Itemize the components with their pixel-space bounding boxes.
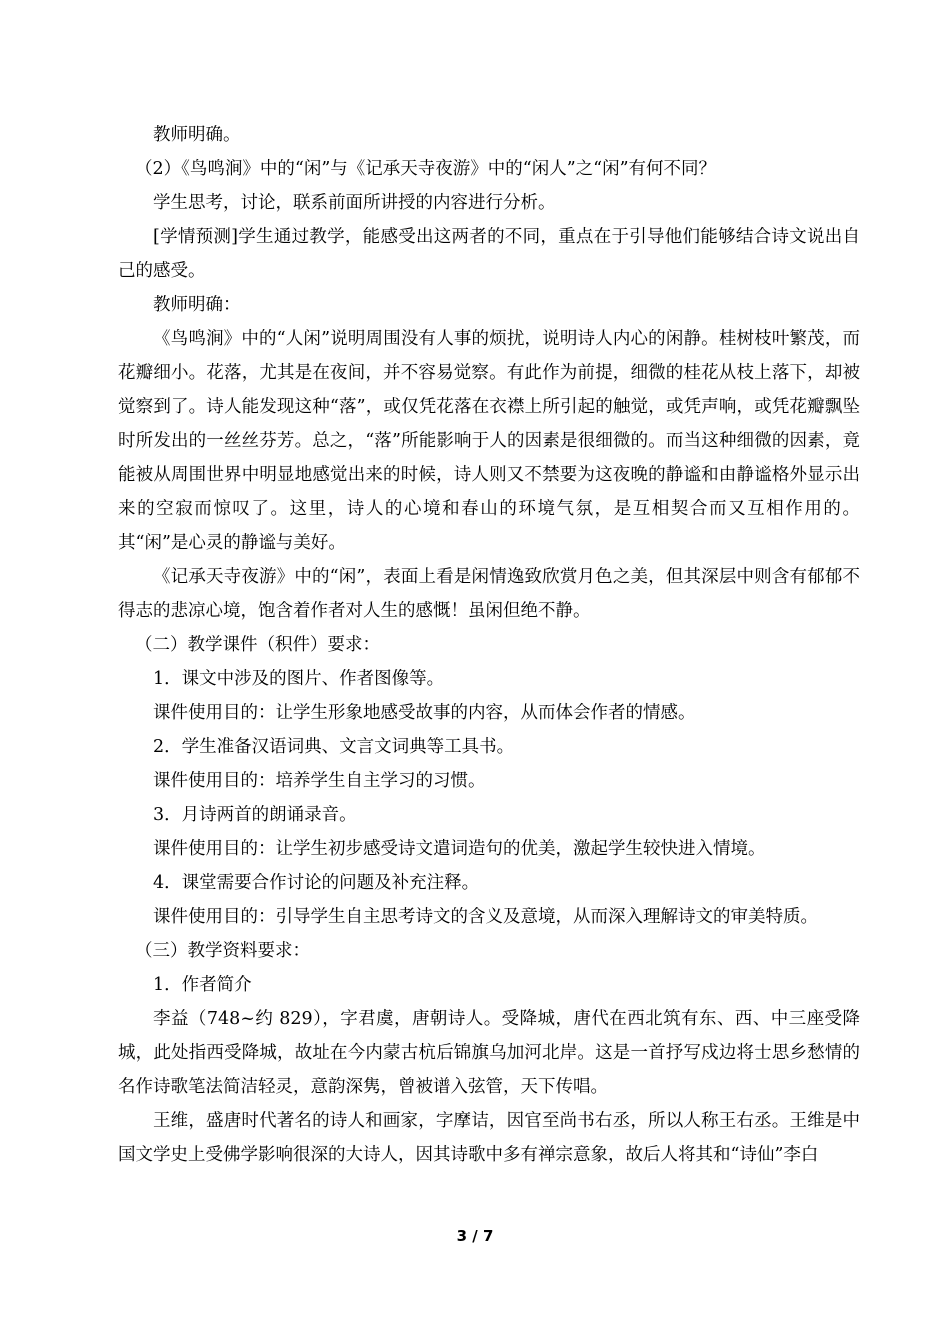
page-number: 3 / 7 xyxy=(456,1227,494,1245)
paragraph: （2）《鸟鸣涧》中的“闲”与《记承天寺夜游》中的“闲人”之“闲”有何不同？ xyxy=(135,159,717,179)
paragraph: 教师明确。 xyxy=(153,125,241,145)
paragraph: 《鸟鸣涧》中的“人闲”说明周围没有人事的烦扰，说明诗人内心的闲静。桂树枝叶繁茂，而花瓣细小。花落，尤其是在夜间，并不容易觉察。有此作为前提，细微的桂花从枝上落下，却被觉察到了。诗人能发现这种“落”，或仅凭花落在衣襟上所引起的触觉，或凭声响，或凭花瓣飘坠时所发出的一丝丝芬芳。总之，“落”所能影响于人的因素是很细微的。而当这种细微的因素，竟能被从周围世界中明显地感觉出来的时候，诗人则又不禁要为这夜晚的静谧和由静谧格外显示出来的空寂而惊叹了。这里，诗人的心境和春山的环境气氛，是互相契合而又互相作用的。其“闲”是心灵的静谧与美好。 xyxy=(118,329,860,553)
paragraph: 课件使用目的：让学生初步感受诗文遣词造句的优美，激起学生较快进入情境。 xyxy=(153,839,766,859)
paragraph: 课件使用目的：培养学生自主学习的习惯。 xyxy=(153,771,486,791)
paragraph: 课件使用目的：让学生形象地感受故事的内容，从而体会作者的情感。 xyxy=(153,703,696,723)
paragraph: 《记承天寺夜游》中的“闲”，表面上看是闲情逸致欣赏月色之美，但其深层中则含有郁郁不得志的悲凉心境，饱含着作者对人生的感慨！虽闲但绝不静。 xyxy=(118,567,860,621)
paragraph: 1．作者简介 xyxy=(153,975,252,995)
section-heading: （三）教学资料要求： xyxy=(135,941,310,961)
paragraph: 1．课文中涉及的图片、作者图像等。 xyxy=(153,669,445,689)
paragraph: 李益（748~约 829），字君虞，唐朝诗人。受降城，唐代在西北筑有东、西、中三座受降城，此处指西受降城，故址在今内蒙古杭后锦旗乌加河北岸。这是一首抒写戍边将士思乡愁情的名作诗歌笔法简洁轻灵，意韵深隽，曾被谱入弦管，天下传唱。 xyxy=(118,1009,860,1097)
paragraph: 学生思考，讨论，联系前面所讲授的内容进行分析。 xyxy=(153,193,556,213)
paragraph: 王维，盛唐时代著名的诗人和画家，字摩诘，因官至尚书右丞，所以人称王右丞。王维是中国文学史上受佛学影响很深的大诗人，因其诗歌中多有禅宗意象，故后人将其和“诗仙”李白 xyxy=(118,1111,860,1165)
paragraph: 3．月诗两首的朗诵录音。 xyxy=(153,805,357,825)
paragraph: 2．学生准备汉语词典、文言文词典等工具书。 xyxy=(153,737,515,757)
section-heading: （二）教学课件（积件）要求： xyxy=(135,635,380,655)
paragraph: 课件使用目的：引导学生自主思考诗文的含义及意境，从而深入理解诗文的审美特质。 xyxy=(153,907,818,927)
paragraph: 4．课堂需要合作讨论的问题及补充注释。 xyxy=(153,873,480,893)
paragraph: 教师明确： xyxy=(153,295,241,315)
paragraph: [学情预测]学生通过教学，能感受出这两者的不同，重点在于引导他们能够结合诗文说出自己的感受。 xyxy=(118,227,860,281)
body-text xyxy=(118,118,860,1172)
